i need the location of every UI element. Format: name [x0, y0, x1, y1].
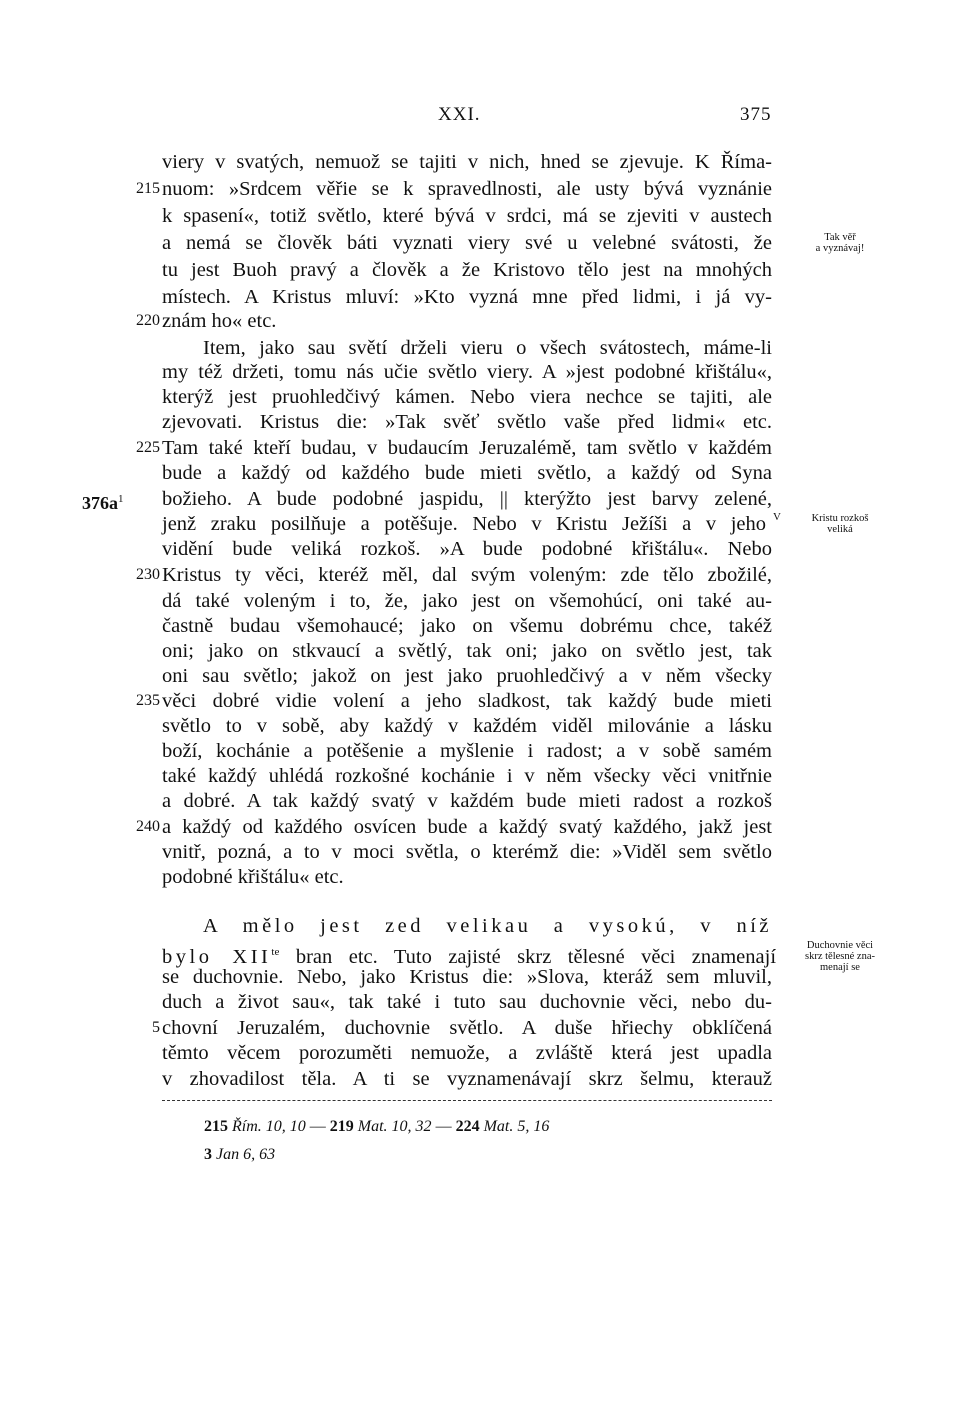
running-header-title: XXI. — [438, 104, 481, 125]
text-line: tu jest Buoh pravý a člověk a že Kristovo tělo jest na mnohých — [162, 259, 772, 281]
text-line: Item, jako sau světí drželi vieru o všech svátostech, máme-li — [203, 337, 772, 359]
section-line-rest: bran etc. Tuto zajisté skrz tělesné věci znamenají — [295, 945, 777, 968]
line-number: 225 — [136, 439, 160, 456]
text-line: také každý uhlédá rozkošné kochánie i v něm všecky věci vnitřnie — [162, 765, 772, 787]
footnote-citation: Mat. 10, 32 — [357, 1118, 432, 1135]
text-line: dá také voleným i to, že, jako jest on všemohúcí, oni také au- — [162, 590, 772, 612]
text-line: častně budau všemohaucé; jako on všemu dobrému chce, takéž — [162, 615, 772, 637]
text-line: a každý od každého osvícen bude a každý svatý každého, jakž jest — [162, 816, 772, 838]
section-line: těmto věcem porozuměti nemuože, a zvláště která jest upadla — [162, 1042, 772, 1064]
margin-note: Tak věř a vyznávaj! — [815, 232, 865, 254]
footnote-separator: — — [435, 1118, 452, 1135]
text-line: boží, kochánie a potěšenie a myšlenie i radost; a v sobě samém — [162, 740, 772, 762]
text-line: vnitř, pozná, a to v moci světla, o kterémž die: »Viděl sem světlo — [162, 841, 772, 863]
text-line: oni; jako on stkvaucí a světlý, tak oni; jako on světlo jest, tak — [162, 640, 772, 662]
text-line: znám ho« etc. — [162, 310, 277, 332]
text-line: kterýž jest pruohledčivý kámen. Nebo viera nechce se tajiti, ale — [162, 386, 772, 408]
section-spaced-text: bylo XII — [162, 945, 272, 968]
section-line: se duchovnie. Nebo, jako Kristus die: »Slova, kteráž sem mluvil, — [162, 966, 772, 988]
line-number: 215 — [136, 180, 160, 197]
text-line: a dobré. A tak každý svatý v každém bude mieti radost a rozkoš — [162, 790, 772, 812]
line-number: 240 — [136, 818, 160, 835]
margin-note: Duchovnie věci skrz tělesné zna- menají se — [805, 940, 875, 973]
line-number: 235 — [136, 692, 160, 709]
section-line: v zhovadilost těla. A ti se vyznamenávají skrz šelmu, kterauž — [162, 1068, 772, 1090]
footnote-citation: Mat. 5, 16 — [483, 1118, 550, 1135]
text-line: Kristus ty věci, kteréž měl, dal svým voleným: zde tělo zbožilé, — [162, 564, 772, 586]
section-sup: te — [271, 946, 280, 958]
text-line: zjevovati. Kristus die: »Tak svěť světlo vaše před lidmi« etc. — [162, 411, 772, 433]
folio-marker — [82, 486, 124, 516]
margin-note: Kristu rozkoš veliká — [811, 513, 869, 535]
verso-mark: V — [773, 511, 781, 523]
page-number: 375 — [740, 104, 772, 125]
text-line: a nemá se člověk báti vyznati viery své u velebné svátosti, že — [162, 232, 772, 254]
text-line: Tam také kteří budau, v budaucím Jeruzalémě, tam světlo v každém — [162, 437, 772, 459]
line-number: 230 — [136, 566, 160, 583]
text-line: k spasení«, totiž světlo, které bývá v srdci, má se zjeviti v austech — [162, 205, 772, 227]
footnote-ref-number: 224 — [455, 1118, 480, 1135]
section-line: duch a život sau«, tak také i tuto sau duchovnie věci, nebo du- — [162, 991, 772, 1013]
text-line: jenž zraku posilňuje a potěšuje. Nebo v Kristu Ježíši a v jeho — [162, 513, 766, 535]
footnote-line — [204, 1116, 549, 1138]
folio-sup: 1 — [118, 493, 124, 505]
footnote-ref-number: 215 — [204, 1118, 228, 1135]
section-line: chovní Jeruzalém, duchovnie světlo. A duše hřiechy obklíčená — [162, 1017, 772, 1039]
section-heading-line: A mělo jest zed velikau a vysokú, v níž — [203, 915, 772, 937]
text-line: my též držeti, tomu nás učie světlo viery. A »jest podobné křištálu«, — [162, 361, 772, 383]
folio-label: 376a — [82, 493, 118, 513]
text-line: vidění bude veliká rozkoš. »A bude podobné křištálu«. Nebo — [162, 538, 772, 560]
footnote-separator: — — [309, 1118, 326, 1135]
text-line: podobné křištálu« etc. — [162, 866, 344, 888]
line-number: 220 — [136, 312, 160, 329]
text-line: bude a každý od každého bude mieti světlo, a každý od Syna — [162, 462, 772, 484]
text-line: věci dobré vidie volení a jeho sladkost, tak každý bude mieti — [162, 690, 772, 712]
text-line: místech. A Kristus mluví: »Kto vyzná mne před lidmi, i já vy- — [162, 286, 772, 308]
text-line: oni sau světlo; jakož on jest jako pruohledčivý a v něm všecky — [162, 665, 772, 687]
line-number: 5 — [152, 1019, 160, 1036]
footnote-ref-number: 3 — [204, 1146, 212, 1163]
footnote-citation: Řím. 10, 10 — [232, 1118, 306, 1135]
footnote-citation: Jan 6, 63 — [216, 1146, 276, 1163]
text-line: božieho. A bude podobné jaspidu, || kterýžto jest barvy zelené, — [162, 488, 772, 510]
footnote-ref-number: 219 — [329, 1118, 354, 1135]
text-line: nuom: »Srdcem věřie se k spravedlnosti, ale usty bývá vyznánie — [162, 178, 772, 200]
text-line: viery v svatých, nemuož se tajiti v nich, hned se zjevuje. K Říma- — [162, 151, 772, 173]
footnote-rule — [162, 1100, 772, 1101]
footnote-line — [204, 1144, 275, 1166]
text-line: světlo to v sobě, aby každý v každém viděl milovánie a lásku — [162, 715, 772, 737]
